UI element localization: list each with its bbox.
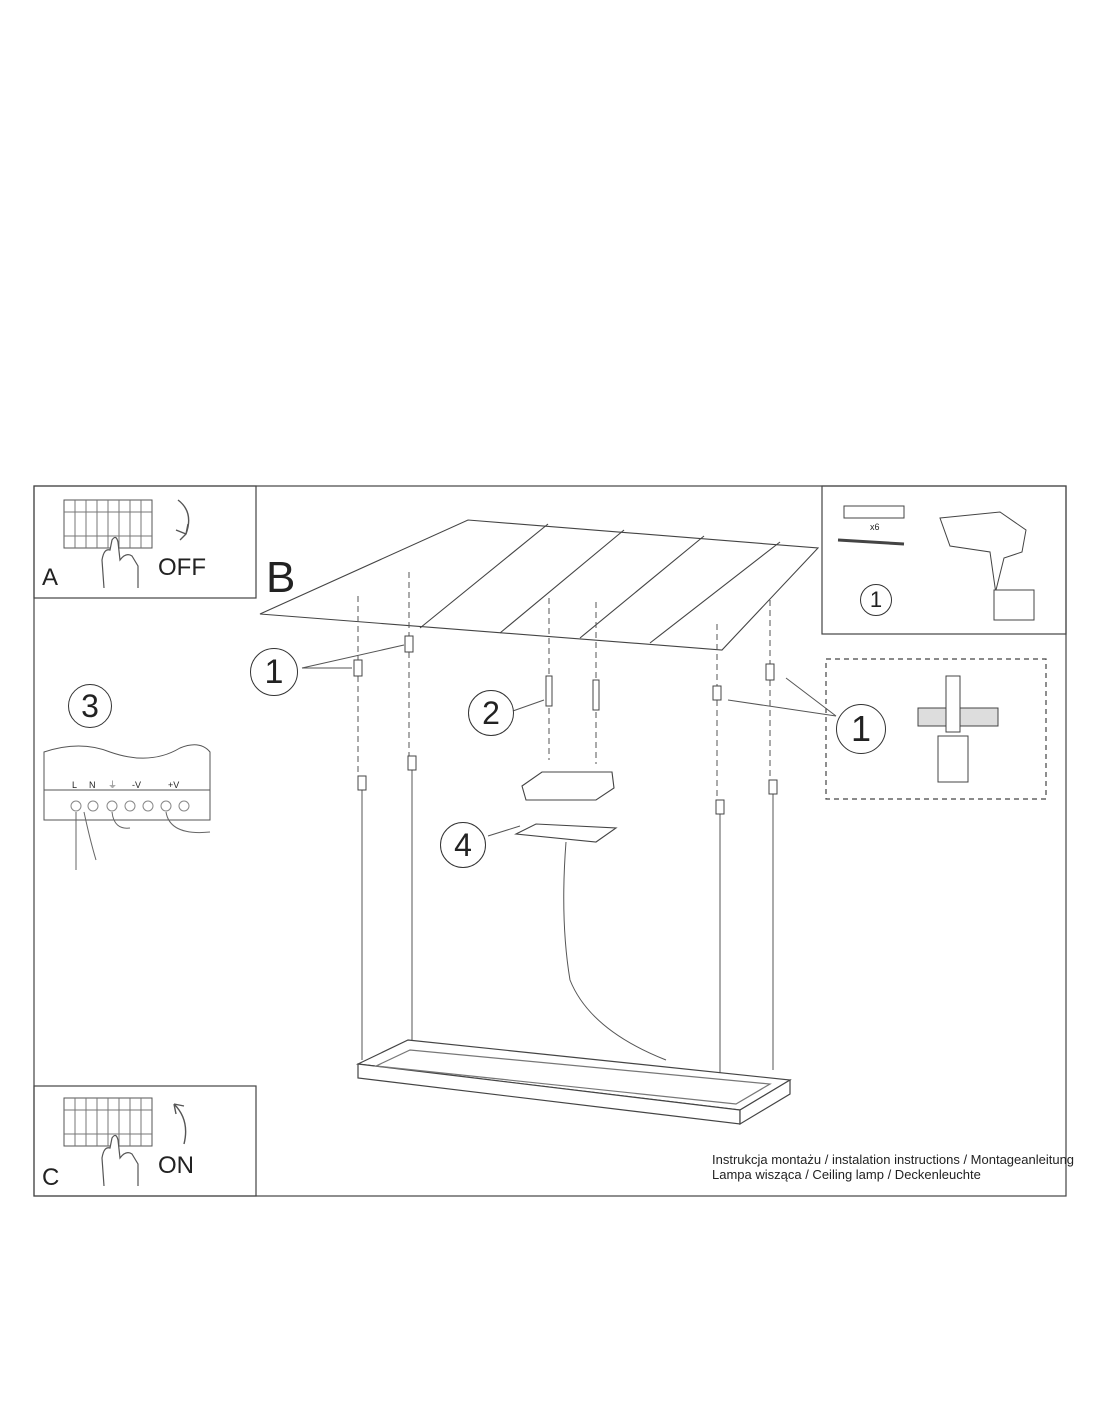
power-cable [564,842,666,1060]
arrow-down-icon [176,500,189,540]
tools-callout: 1 [860,584,892,616]
ceiling-plate [260,520,818,650]
screw-icon [546,676,599,710]
panel-c-letter: C [42,1164,60,1191]
panel-a-letter: A [42,564,59,591]
terminal-label-ground: ⏚ [108,780,118,790]
panel-c-action: ON [158,1152,194,1179]
wall-plug-icon [918,676,998,782]
panel-a-action: OFF [158,554,206,581]
footer-line-2: Lampa wisząca / Ceiling lamp / Deckenleuchte [712,1167,981,1182]
panel-b-letter: B [266,553,296,602]
footer-line-1: Instrukcja montażu / instalation instructions / Montageanleitung [712,1152,1075,1167]
arrow-up-icon [174,1104,186,1144]
callout-3: 3 [68,684,112,728]
terminal-label-plus-v: +V [168,780,180,790]
callout-1-left: 1 [250,648,298,696]
callout-4: 4 [440,822,486,868]
drill-icon [940,512,1034,620]
terminal-block-icon [44,745,210,870]
panel-c-frame [34,1086,256,1196]
callout-2: 2 [468,690,514,736]
terminal-label-l: L [72,780,78,790]
panel-a-frame [34,486,256,598]
callout-1-right: 1 [836,704,886,754]
breaker-switch-icon [64,500,152,548]
hand-icon [102,537,138,588]
quantity-label: x6 [870,522,880,532]
terminal-label-n: N [89,780,96,790]
lamp-frame [358,1040,790,1124]
terminal-label-minus-v: -V [132,780,141,790]
canopy [516,772,616,842]
